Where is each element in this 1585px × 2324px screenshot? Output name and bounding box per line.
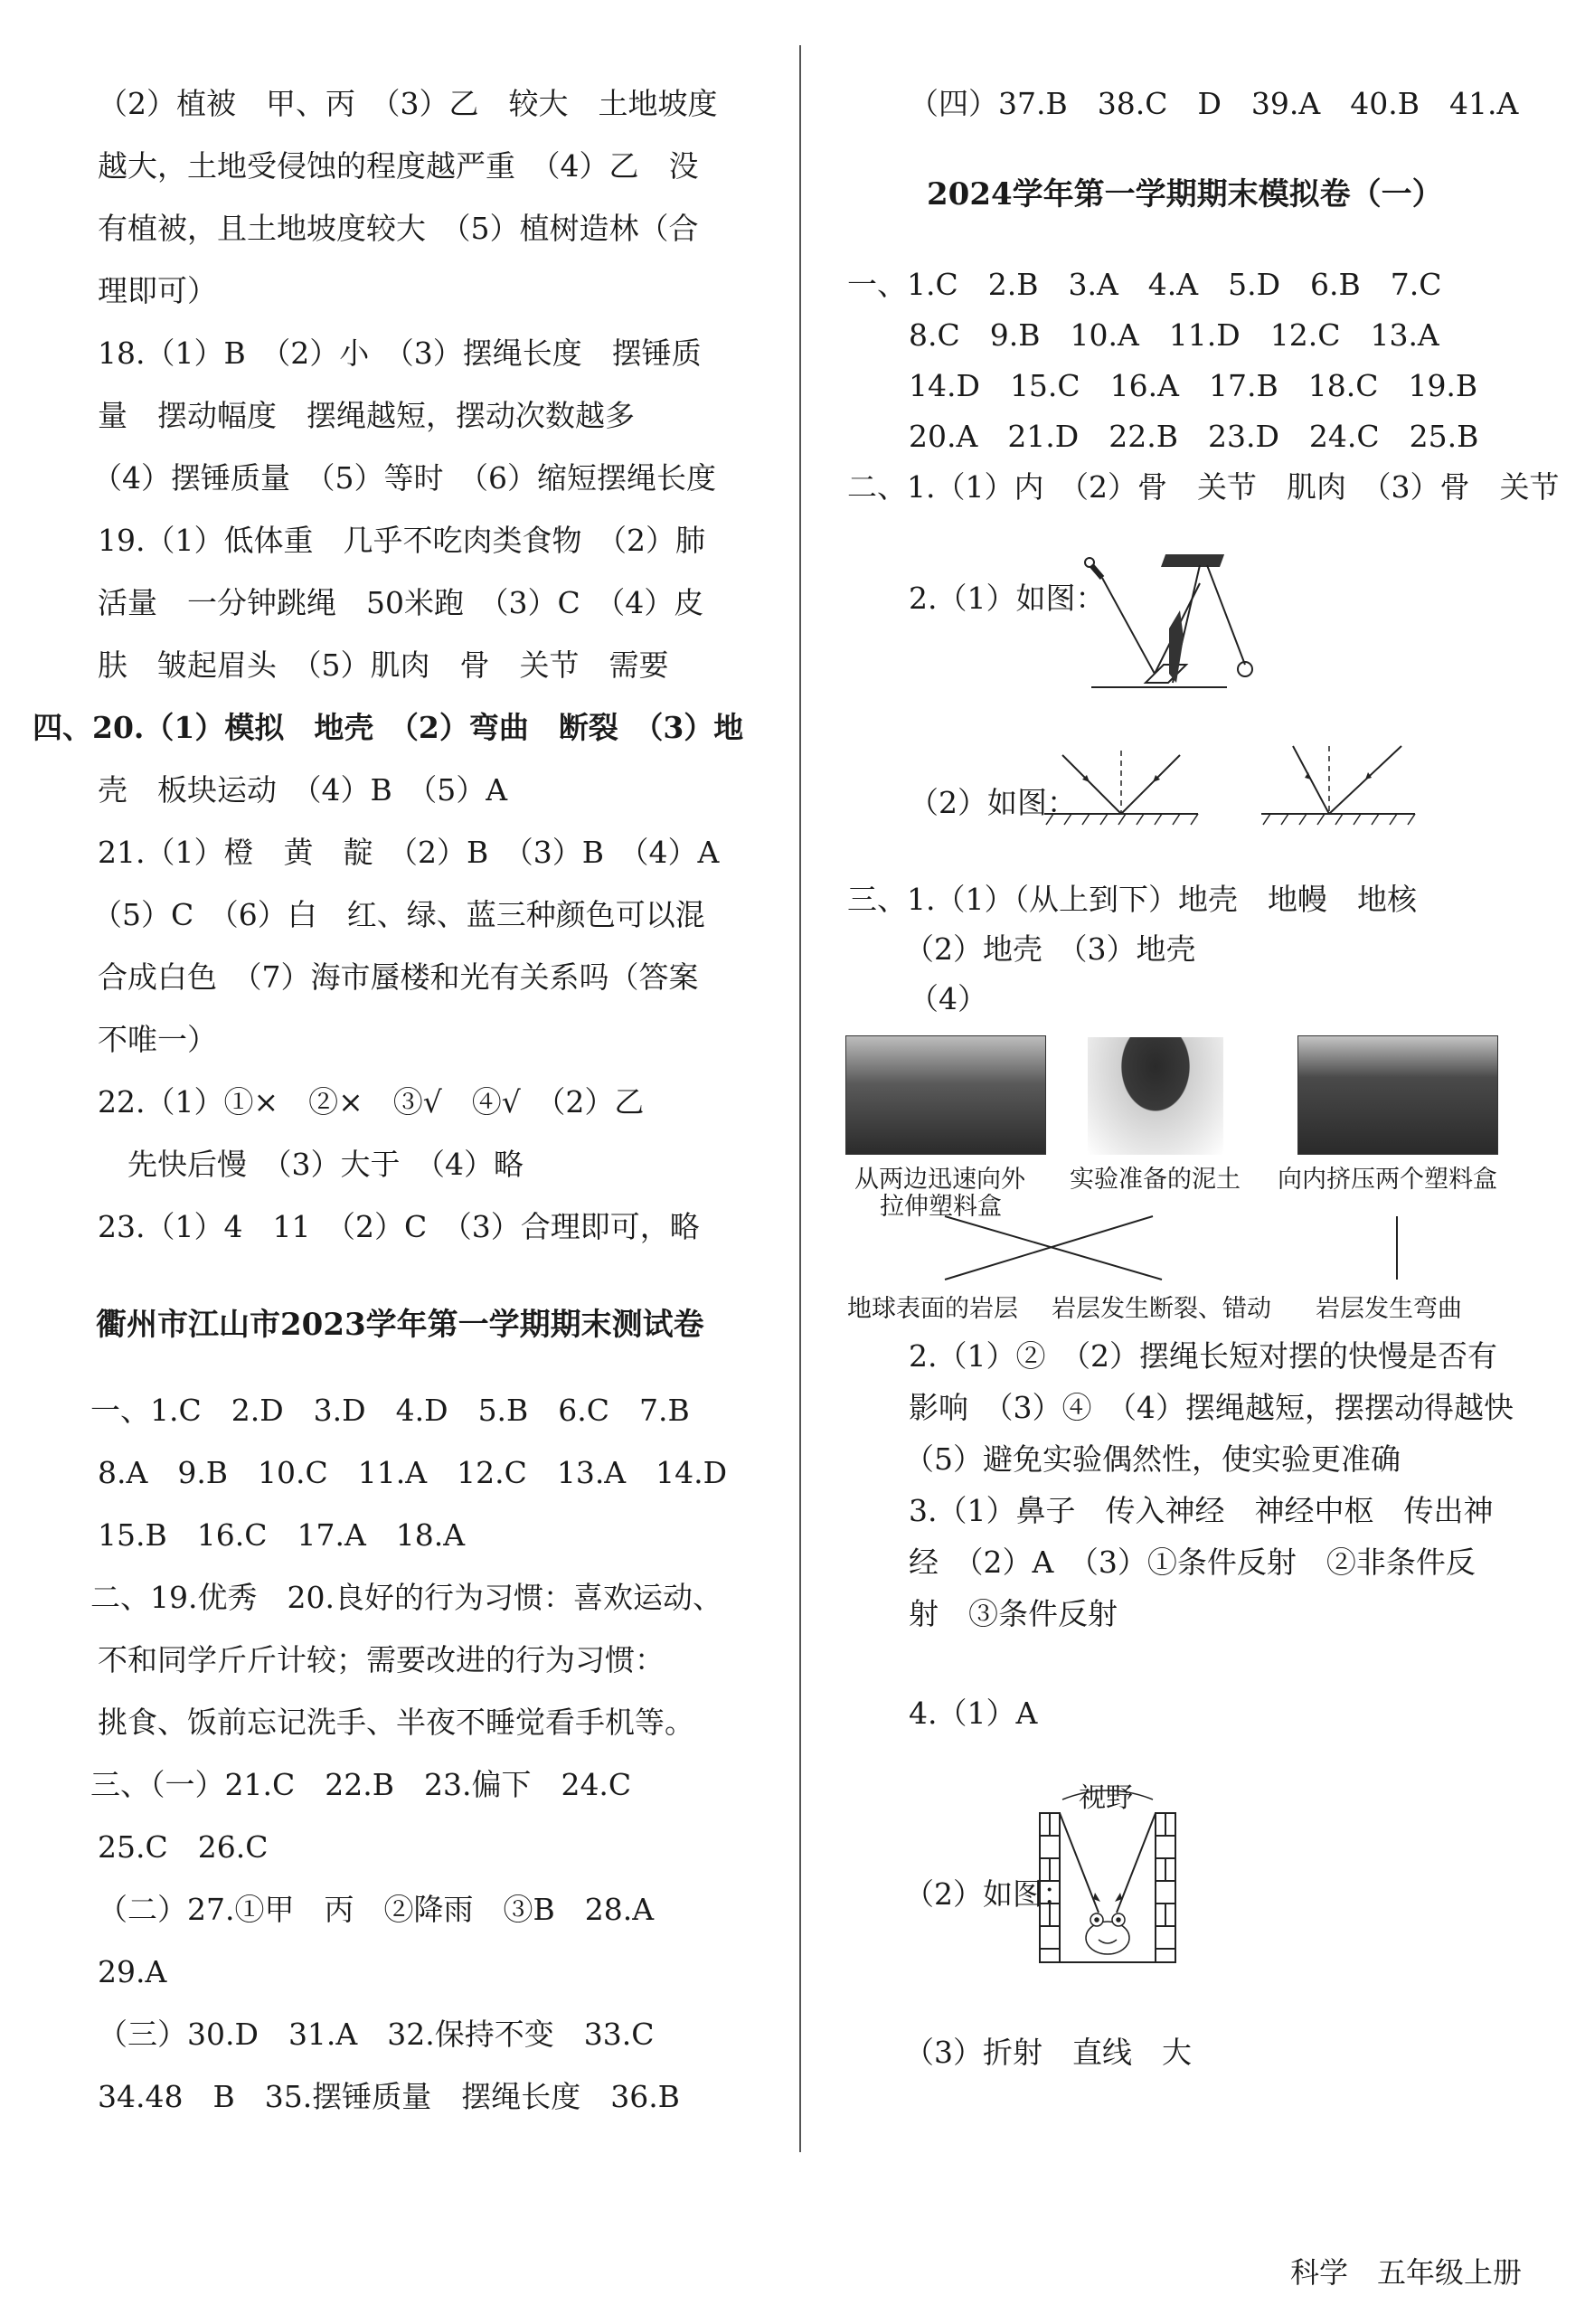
answer-line: 四、20.（1）模拟 地壳 （2）弯曲 断裂 （3）地: [33, 710, 744, 745]
reflection-diagram-left: [1044, 751, 1198, 825]
caption: 从两边迅速向外: [854, 1166, 1025, 1194]
answer-line: （3）折射 直线 大: [904, 2035, 1192, 2070]
answer-line: 3.（1）鼻子 传入神经 神经中枢 传出神: [909, 1493, 1494, 1528]
answer-line: （2）植被 甲、丙 （3）乙 较大 土地坡度: [98, 86, 718, 121]
match-label: 岩层发生弯曲: [1316, 1295, 1462, 1323]
answer-line: 2.（1）② （2）摆绳长短对摆的快慢是否有: [909, 1338, 1497, 1374]
answer-line: 先快后慢 （3）大于 （4）略: [98, 1147, 524, 1182]
reflection-law-figures: [1044, 742, 1424, 832]
answer-line: 二、1.（1）内 （2）骨 关节 肌肉 （3）骨 关节: [847, 469, 1560, 505]
caption: 拉伸塑料盒: [880, 1193, 1002, 1221]
answer-line: 不唯一）: [98, 1022, 217, 1057]
answer-line: 23.（1）4 11 （2）C （3）合理即可，略: [98, 1209, 700, 1244]
section-title-mock-exam: 2024学年第一学期期末模拟卷（一）: [927, 176, 1443, 213]
answer-line: （5）C （6）白 红、绿、蓝三种颜色可以混: [92, 897, 705, 932]
answer-line: 三、（一）21.C 22.B 23.偏下 24.C: [90, 1767, 632, 1802]
answer-line: 19.（1）低体重 几乎不吃肉类食物 （2）肺: [98, 523, 705, 558]
answer-line: 越大，土地受侵蚀的程度越严重 （4）乙 没: [98, 148, 699, 184]
photo-squeeze-box: [1297, 1035, 1498, 1155]
answer-line: 20.A 21.D 22.B 23.D 24.C 25.B: [909, 419, 1479, 454]
photo-soil-bucket: [1088, 1037, 1223, 1155]
answer-line: 一、1.C 2.B 3.A 4.A 5.D 6.B 7.C: [847, 267, 1442, 302]
answer-line: 4.（1）A: [909, 1696, 1038, 1731]
match-label: 岩层发生断裂、错动: [1052, 1295, 1271, 1323]
answer-line: （4）摆锤质量 （5）等时 （6）缩短摆绳长度: [92, 460, 716, 496]
answer-line: 壳 板块运动 （4）B （5）A: [98, 772, 508, 808]
caption: 实验准备的泥土: [1070, 1166, 1241, 1194]
mirror-reflection-figure: [1082, 547, 1263, 692]
answer-line: 18.（1）B （2）小 （3）摆绳长度 摆锤质: [98, 335, 702, 371]
question-label: 2.（1）如图：: [909, 581, 1106, 616]
answer-line: （四）37.B 38.C D 39.A 40.B 41.A: [909, 86, 1519, 121]
answer-line: （三）30.D 31.A 32.保持不变 33.C: [98, 2017, 655, 2052]
answer-line: 合成白色 （7）海市蜃楼和光有关系吗（答案: [98, 959, 699, 995]
matching-lines: [854, 1212, 1505, 1284]
answer-line: 一、1.C 2.D 3.D 4.D 5.B 6.C 7.B: [90, 1393, 690, 1428]
column-divider: [799, 45, 801, 2152]
answer-line: 15.B 16.C 17.A 18.A: [98, 1517, 466, 1553]
photo-stretch-box: [845, 1035, 1046, 1155]
answer-line: 14.D 15.C 16.A 17.B 18.C 19.B: [909, 368, 1478, 403]
answer-line: （4）: [909, 981, 987, 1016]
answer-line: 二、19.优秀 20.良好的行为习惯：喜欢运动、: [90, 1580, 722, 1615]
answer-line: 肤 皱起眉头 （5）肌肉 骨 关节 需要: [98, 647, 669, 683]
answer-line: 有植被，且土地坡度较大 （5）植树造林（合: [98, 211, 699, 246]
answer-line: 不和同学斤斤计较；需要改进的行为习惯：: [98, 1642, 665, 1677]
page-footer: [1290, 2250, 1522, 2291]
answer-line: 影响 （3）④ （4）摆绳越短，摆摆动得越快: [909, 1390, 1514, 1425]
answer-line: 三、1.（1）（从上到下）地壳 地幔 地核: [847, 882, 1417, 917]
answer-line: 25.C 26.C: [98, 1829, 269, 1865]
answer-line: 29.A: [98, 1954, 167, 1989]
section-title-jiangshan: 衢州市江山市2023学年第一学期期末测试卷: [96, 1307, 704, 1343]
answer-line: 21.（1）橙 黄 靛 （2）B （3）B （4）A: [98, 835, 720, 870]
caption: 向内挤压两个塑料盒: [1278, 1166, 1497, 1194]
footer-grade: 五年级上册: [1376, 2255, 1522, 2290]
answer-line: 8.C 9.B 10.A 11.D 12.C 13.A: [909, 317, 1439, 353]
answer-line: （2）地壳 （3）地壳: [904, 931, 1196, 967]
vision-label: 视野: [1079, 1782, 1133, 1814]
answer-line: 8.A 9.B 10.C 11.A 12.C 13.A 14.D: [98, 1455, 728, 1490]
answer-line: 34.48 B 35.摆锤质量 摆绳长度 36.B: [98, 2079, 680, 2114]
flashlight-icon: [1085, 558, 1102, 578]
reflection-diagram-right: [1261, 746, 1415, 825]
answer-line: 射 ③条件反射: [909, 1596, 1118, 1631]
frog-icon: [1086, 1913, 1129, 1954]
question-label: （2）如图：: [909, 785, 1077, 820]
answer-line: （二）27.①甲 丙 ②降雨 ③B 28.A: [98, 1892, 655, 1927]
answer-line: 22.（1）①× ②× ③√ ④√ （2）乙: [98, 1084, 645, 1119]
answer-line: 挑食、饭前忘记洗手、半夜不睡觉看手机等。: [98, 1705, 694, 1740]
answer-line: 经 （2）A （3）①条件反射 ②非条件反: [909, 1545, 1476, 1580]
frog-in-well-figure: [1035, 1786, 1180, 1967]
match-label: 地球表面的岩层: [847, 1295, 1018, 1323]
answer-line: 活量 一分钟跳绳 50米跑 （3）C （4）皮: [98, 585, 704, 620]
answer-line: （5）避免实验偶然性，使实验更准确: [904, 1441, 1401, 1477]
question-label: （2）如图：: [904, 1876, 1072, 1912]
answer-line: 理即可）: [98, 273, 217, 308]
footer-subject: 科学: [1289, 2255, 1348, 2290]
answer-line: 量 摆动幅度 摆绳越短，摆动次数越多: [98, 398, 635, 433]
